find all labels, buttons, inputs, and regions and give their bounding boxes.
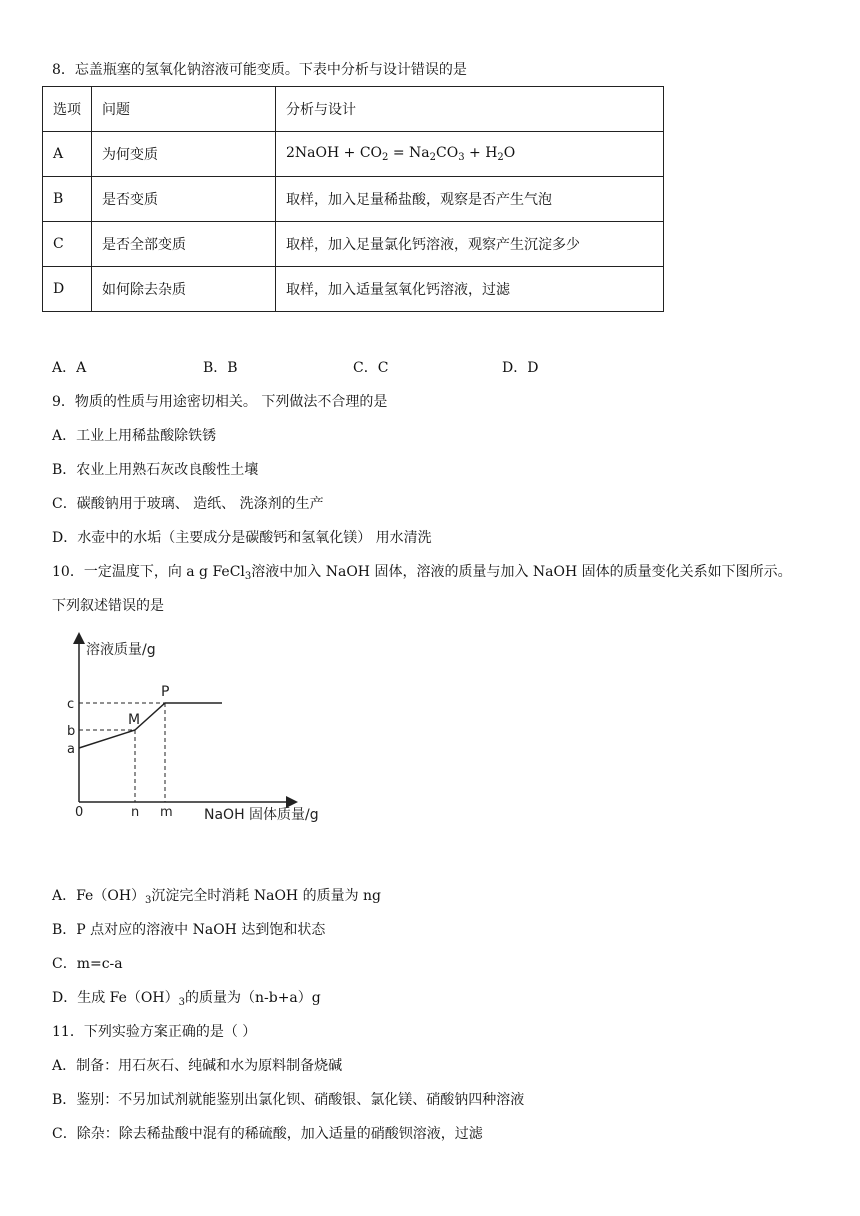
q8-option-c: C．C <box>353 360 389 376</box>
q8-stem: 8．忘盖瓶塞的氢氧化钠溶液可能变质。下表中分析与设计错误的是 <box>52 62 467 78</box>
row-question: 是否变质 <box>92 177 276 222</box>
row-option: B <box>43 177 92 222</box>
q11-option-b: B．鉴别：不另加试剂就能鉴别出氯化钡、硝酸银、氯化镁、硝酸钠四种溶液 <box>52 1092 525 1108</box>
row-design: 取样，加入足量氯化钙溶液，观察产生沉淀多少 <box>276 222 664 267</box>
q8-option-a: A．A <box>52 360 87 376</box>
row-question: 是否全部变质 <box>92 222 276 267</box>
row-question: 如何除去杂质 <box>92 267 276 312</box>
y-axis-label: 溶液质量/g <box>86 642 156 658</box>
q9-option-a: A．工业上用稀盐酸除铁锈 <box>52 428 217 444</box>
header-design: 分析与设计 <box>276 87 664 132</box>
q9-option-b: B．农业上用熟石灰改良酸性土壤 <box>52 462 259 478</box>
q11-stem: 11．下列实验方案正确的是（ ） <box>52 1024 257 1040</box>
q8-option-d: D．D <box>502 360 539 376</box>
q9-option-c: C．碳酸钠用于玻璃、 造纸、 洗涤剂的生产 <box>52 496 324 512</box>
table-row <box>43 177 664 222</box>
header-option: 选项 <box>43 87 92 132</box>
q10-stem-line2: 下列叙述错误的是 <box>52 598 164 614</box>
y-tick-c: c <box>67 697 75 712</box>
q10-stem-line1: 10．一定温度下，向 a g FeCl$_3$溶液中加入 NaOH 固体，溶液的质量与加入 NaOH 固体的质量变化关系如下图所示。 <box>52 564 792 582</box>
origin-label: 0 <box>75 805 84 820</box>
table-row <box>43 267 664 312</box>
q11-option-c: C．除杂：除去稀盐酸中混有的稀硫酸，加入适量的硝酸钡溶液，过滤 <box>52 1126 483 1142</box>
q10-option-c: C．m=c-a <box>52 956 123 972</box>
row-question: 为何变质 <box>92 132 276 177</box>
row-option: A <box>43 132 92 177</box>
y-tick-a: a <box>67 742 75 757</box>
point-label-p: P <box>161 684 170 700</box>
q11-option-a: A．制备：用石灰石、纯碱和水为原料制备烧碱 <box>52 1058 343 1074</box>
row-design-equation: 2NaOH + $CO_2 = Na_2CO_3 + H_2O$ <box>276 132 664 177</box>
row-option: D <box>43 267 92 312</box>
q8-table <box>42 86 664 312</box>
x-axis-label: NaOH 固体质量/g <box>204 807 319 823</box>
point-label-m: M <box>128 712 141 728</box>
q10-option-a: A．$Fe(OH)_3$沉淀完全时消耗 NaOH 的质量为 ng <box>52 888 382 906</box>
x-tick-m: m <box>160 805 173 820</box>
q9-option-d: D．水壶中的水垢（主要成分是碳酸钙和氢氧化镁） 用水清洗 <box>52 530 432 546</box>
row-design: 取样，加入适量氢氧化钙溶液，过滤 <box>276 267 664 312</box>
row-option: C <box>43 222 92 267</box>
q9-stem: 9．物质的性质与用途密切相关。 下列做法不合理的是 <box>52 394 388 410</box>
table-row <box>43 132 664 177</box>
table-header-row <box>43 87 664 132</box>
y-tick-b: b <box>67 724 76 739</box>
mass-curve <box>79 703 222 748</box>
x-tick-n: n <box>131 805 140 820</box>
table-row <box>43 222 664 267</box>
q10-option-d: D．生成 $Fe(OH)_3$的质量为（n-b+a）g <box>52 990 321 1008</box>
header-question: 问题 <box>92 87 276 132</box>
q10-graph <box>62 632 342 832</box>
q8-option-b: B．B <box>203 360 238 376</box>
q10-option-b: B．P 点对应的溶液中 NaOH 达到饱和状态 <box>52 922 326 938</box>
row-design: 取样，加入足量稀盐酸，观察是否产生气泡 <box>276 177 664 222</box>
